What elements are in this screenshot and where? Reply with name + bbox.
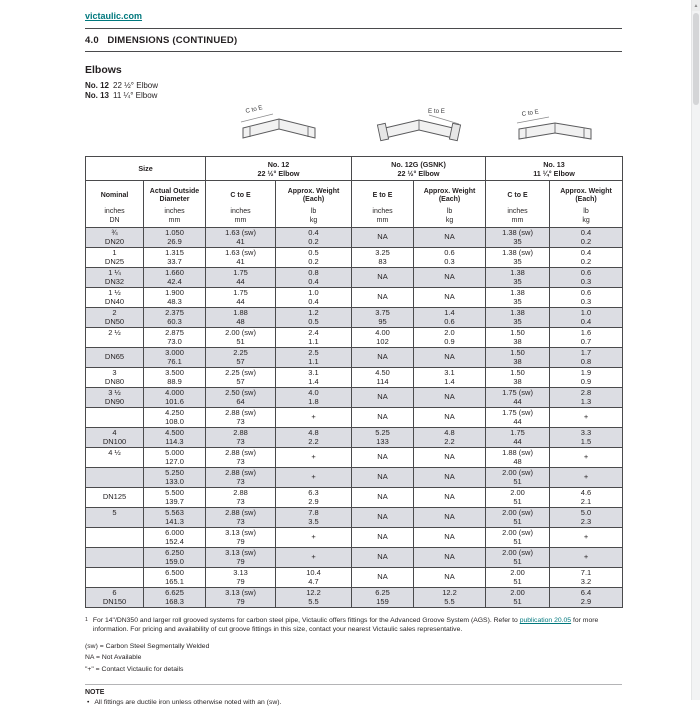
- table-cell: 1.6 0.7: [550, 328, 623, 348]
- table-cell: 6.4 2.9: [550, 588, 623, 608]
- note-title: NOTE: [85, 689, 105, 697]
- table-cell: 2.25 (sw) 57: [206, 368, 276, 388]
- table-cell: 3.1 1.4: [414, 368, 486, 388]
- table-cell: 2.4 1.1: [276, 328, 352, 348]
- no13-group-header: [486, 157, 623, 181]
- table-cell: 6.250 159.0: [144, 548, 206, 568]
- table-cell: 1.7 0.8: [550, 348, 623, 368]
- table-row: [86, 328, 623, 348]
- column-header: Actual Outside Diameter inches mm: [144, 181, 206, 228]
- legend: [85, 642, 622, 676]
- legend-sw: (sw) = Carbon Steel Segmentally Welded: [85, 642, 210, 650]
- site-link[interactable]: victaulic.com: [85, 11, 143, 21]
- table-cell: 1.75 44: [206, 288, 276, 308]
- table-row: [86, 348, 623, 368]
- column-header-row: [86, 181, 623, 228]
- table-cell: 2.00 (sw) 51: [486, 548, 550, 568]
- section-title: 4.0 DIMENSIONS (CONTINUED): [85, 35, 238, 46]
- table-cell: 2 DN50: [86, 308, 144, 328]
- table-cell: 0.4 0.2: [550, 228, 623, 248]
- table-cell: NA: [414, 348, 486, 368]
- table-cell: 5.563 141.3: [144, 508, 206, 528]
- table-cell: 7.1 3.2: [550, 568, 623, 588]
- table-cell: 3.13 (sw) 79: [206, 588, 276, 608]
- table-cell: 1.88 48: [206, 308, 276, 328]
- table-cell: 6.625 168.3: [144, 588, 206, 608]
- table-cell: 0.6 0.3: [414, 248, 486, 268]
- table-cell: 2 ½: [86, 328, 144, 348]
- table-cell: 6.3 2.9: [276, 488, 352, 508]
- table-row: [86, 388, 623, 408]
- table-cell: NA: [352, 568, 414, 588]
- table-cell: NA: [352, 288, 414, 308]
- table-cell: [86, 548, 144, 568]
- column-header: C to E inches mm: [206, 181, 276, 228]
- table-cell: 1 ¼ DN32: [86, 268, 144, 288]
- table-cell: 1.50 38: [486, 368, 550, 388]
- table-cell: ¾ DN20: [86, 228, 144, 248]
- table-cell: NA: [414, 508, 486, 528]
- scrollbar-thumb[interactable]: [693, 13, 699, 105]
- no12-group-header: [206, 157, 352, 181]
- table-cell: 2.88 (sw) 73: [206, 408, 276, 428]
- no12-elbow-diagram: [233, 104, 325, 157]
- table-cell: 10.4 4.7: [276, 568, 352, 588]
- table-cell: 5.25 133: [352, 428, 414, 448]
- dimension-label: E to E: [428, 108, 445, 115]
- table-cell: 2.00 51: [486, 488, 550, 508]
- column-header: Nominal inches DN: [86, 181, 144, 228]
- no13-elbow-diagram: [509, 104, 601, 157]
- table-cell: NA: [352, 528, 414, 548]
- table-cell: 3 DN80: [86, 368, 144, 388]
- table-row: [86, 508, 623, 528]
- table-cell: [86, 408, 144, 428]
- table-cell: 4.500 114.3: [144, 428, 206, 448]
- table-cell: DN65: [86, 348, 144, 368]
- table-cell: NA: [414, 228, 486, 248]
- table-cell: 3.13 (sw) 79: [206, 548, 276, 568]
- table-cell: 5.000 127.0: [144, 448, 206, 468]
- table-cell: [86, 528, 144, 548]
- table-cell: +: [276, 448, 352, 468]
- footnote: [85, 617, 622, 635]
- table-cell: 0.5 0.2: [276, 248, 352, 268]
- scroll-up-arrow-icon[interactable]: ▲: [692, 0, 700, 11]
- table-cell: 2.00 (sw) 51: [486, 468, 550, 488]
- table-cell: 1.660 42.4: [144, 268, 206, 288]
- table-cell: NA: [352, 268, 414, 288]
- dimension-label: C to E: [244, 104, 264, 115]
- bullet-icon: •: [87, 699, 90, 706]
- table-cell: NA: [352, 388, 414, 408]
- table-cell: 6.000 152.4: [144, 528, 206, 548]
- table-cell: 2.88 73: [206, 488, 276, 508]
- table-cell: 1.75 (sw) 44: [486, 408, 550, 428]
- no12g-group-header: [352, 157, 486, 181]
- table-row: [86, 408, 623, 428]
- divider: [85, 51, 622, 52]
- elbow-gasketed-icon: [373, 104, 469, 152]
- table-cell: 5.0 2.3: [550, 508, 623, 528]
- table-cell: 1.050 26.9: [144, 228, 206, 248]
- table-cell: 2.8 1.3: [550, 388, 623, 408]
- table-cell: 1.900 48.3: [144, 288, 206, 308]
- table-row: [86, 448, 623, 468]
- product-number: No. 13: [85, 91, 110, 100]
- table-cell: 2.875 73.0: [144, 328, 206, 348]
- table-cell: 3.000 76.1: [144, 348, 206, 368]
- product-desc: 22 ½° Elbow: [113, 81, 159, 90]
- elbow-table-body: [86, 228, 623, 608]
- table-cell: +: [550, 548, 623, 568]
- table-cell: 4.50 114: [352, 368, 414, 388]
- table-cell: 5: [86, 508, 144, 528]
- table-cell: 3 ½ DN90: [86, 388, 144, 408]
- table-row: [86, 528, 623, 548]
- table-row: [86, 268, 623, 288]
- table-cell: 1.38 (sw) 35: [486, 228, 550, 248]
- table-cell: 2.25 57: [206, 348, 276, 368]
- footnote-part1: For 14"/DN350 and larger roll grooved systems for carbon steel pipe, Victaulic offers fittings for the Advanced Groove System (AGS). Refer to: [92, 617, 520, 624]
- legend-plus: "+" = Contact Victaulic for details: [85, 665, 184, 673]
- note-item: [85, 699, 622, 706]
- table-cell: NA: [414, 288, 486, 308]
- table-cell: +: [550, 448, 623, 468]
- table-cell: 1.63 (sw) 41: [206, 248, 276, 268]
- table-cell: NA: [414, 388, 486, 408]
- table-cell: 3.500 88.9: [144, 368, 206, 388]
- table-cell: +: [276, 528, 352, 548]
- elbow-22half-icon: [233, 104, 325, 152]
- table-cell: 5.500 139.7: [144, 488, 206, 508]
- table-cell: 4.000 101.6: [144, 388, 206, 408]
- table-cell: 6.500 165.1: [144, 568, 206, 588]
- table-cell: 4 ½: [86, 448, 144, 468]
- table-cell: 2.50 (sw) 64: [206, 388, 276, 408]
- table-cell: 1.4 0.6: [414, 308, 486, 328]
- table-cell: +: [276, 468, 352, 488]
- footnote-text: [93, 617, 622, 635]
- legend-na: NA = Not Available: [85, 654, 142, 662]
- table-cell: 0.4 0.2: [550, 248, 623, 268]
- column-header: Approx. Weight (Each) lb kg: [550, 181, 623, 228]
- table-cell: 1.38 35: [486, 288, 550, 308]
- table-cell: 1.9 0.9: [550, 368, 623, 388]
- table-cell: 2.0 0.9: [414, 328, 486, 348]
- table-cell: NA: [414, 488, 486, 508]
- table-cell: 3.25 83: [352, 248, 414, 268]
- table-cell: 0.6 0.3: [550, 288, 623, 308]
- table-cell: +: [550, 408, 623, 428]
- table-cell: 7.8 3.5: [276, 508, 352, 528]
- table-cell: 3.13 79: [206, 568, 276, 588]
- page-content: [85, 6, 622, 706]
- table-cell: NA: [352, 408, 414, 428]
- table-cell: 0.8 0.4: [276, 268, 352, 288]
- size-group-header: Size: [86, 157, 206, 181]
- group-title: No. 12: [267, 159, 290, 169]
- table-cell: 2.00 51: [486, 588, 550, 608]
- divider: [85, 28, 622, 29]
- table-cell: 1.63 (sw) 41: [206, 228, 276, 248]
- subsection-title: Elbows: [85, 64, 122, 76]
- table-cell: 1 ½ DN40: [86, 288, 144, 308]
- table-cell: [86, 468, 144, 488]
- table-cell: 12.2 5.5: [414, 588, 486, 608]
- no12g-elbow-diagram: [373, 104, 469, 157]
- scrollbar[interactable]: [691, 0, 700, 700]
- table-cell: +: [276, 548, 352, 568]
- table-cell: 6 DN150: [86, 588, 144, 608]
- table-cell: 4.0 1.8: [276, 388, 352, 408]
- table-cell: NA: [352, 548, 414, 568]
- table-cell: 0.4 0.2: [276, 228, 352, 248]
- table-cell: 1.50 38: [486, 348, 550, 368]
- table-row: [86, 548, 623, 568]
- group-title: No. 12G (GSNK): [391, 159, 446, 169]
- table-cell: NA: [352, 508, 414, 528]
- product-line: [85, 91, 622, 100]
- table-row: [86, 428, 623, 448]
- table-cell: 4 DN100: [86, 428, 144, 448]
- table-row: [86, 308, 623, 328]
- table-cell: 1.315 33.7: [144, 248, 206, 268]
- table-cell: 5.250 133.0: [144, 468, 206, 488]
- table-cell: NA: [414, 548, 486, 568]
- table-cell: 2.88 (sw) 73: [206, 448, 276, 468]
- table-cell: 12.2 5.5: [276, 588, 352, 608]
- table-cell: 1.75 44: [206, 268, 276, 288]
- table-cell: 1.38 35: [486, 268, 550, 288]
- table-cell: 2.5 1.1: [276, 348, 352, 368]
- table-cell: DN125: [86, 488, 144, 508]
- product-line: [85, 81, 622, 90]
- table-cell: 4.6 2.1: [550, 488, 623, 508]
- table-cell: 2.00 (sw) 51: [206, 328, 276, 348]
- table-cell: 4.00 102: [352, 328, 414, 348]
- group-subtitle: 22 ½° Elbow: [397, 168, 440, 178]
- column-header: Approx. Weight (Each) lb kg: [414, 181, 486, 228]
- table-cell: +: [550, 468, 623, 488]
- table-cell: 4.8 2.2: [276, 428, 352, 448]
- table-cell: 1.75 44: [486, 428, 550, 448]
- note-text: All fittings are ductile iron unless otherwise noted with an (sw).: [94, 699, 282, 706]
- table-cell: 1.88 (sw) 48: [486, 448, 550, 468]
- table-cell: 4.8 2.2: [414, 428, 486, 448]
- table-cell: NA: [414, 268, 486, 288]
- table-row: [86, 288, 623, 308]
- table-cell: NA: [352, 348, 414, 368]
- table-cell: +: [550, 528, 623, 548]
- table-row: [86, 588, 623, 608]
- table-cell: 3.13 (sw) 79: [206, 528, 276, 548]
- column-header: Approx. Weight (Each) lb kg: [276, 181, 352, 228]
- group-subtitle: 11 ¼° Elbow: [533, 168, 575, 178]
- group-subtitle: 22 ½° Elbow: [257, 168, 300, 178]
- table-cell: 3.75 95: [352, 308, 414, 328]
- table-cell: 1.50 38: [486, 328, 550, 348]
- table-cell: 2.88 73: [206, 428, 276, 448]
- table-cell: 2.88 (sw) 73: [206, 468, 276, 488]
- table-cell: 3.1 1.4: [276, 368, 352, 388]
- table-row: [86, 228, 623, 248]
- table-row: [86, 488, 623, 508]
- table-cell: 1.38 35: [486, 308, 550, 328]
- table-cell: 1 DN25: [86, 248, 144, 268]
- table-cell: 1.38 (sw) 35: [486, 248, 550, 268]
- table-row: [86, 368, 623, 388]
- table-cell: NA: [414, 468, 486, 488]
- table-cell: 1.75 (sw) 44: [486, 388, 550, 408]
- footnote-part2: for more information. For pricing and availability of cut groove fittings in this size, contact your nearest Victaulic sales representative.: [92, 617, 599, 633]
- table-cell: [86, 568, 144, 588]
- dimension-label: C to E: [521, 108, 540, 118]
- table-cell: 2.00 (sw) 51: [486, 508, 550, 528]
- table-cell: NA: [414, 528, 486, 548]
- publication-link[interactable]: publication 20.05: [519, 617, 572, 624]
- group-header-row: [86, 157, 623, 181]
- table-cell: 1.0 0.4: [550, 308, 623, 328]
- table-cell: NA: [414, 408, 486, 428]
- table-cell: 2.00 (sw) 51: [486, 528, 550, 548]
- table-row: [86, 248, 623, 268]
- column-header: C to E inches mm: [486, 181, 550, 228]
- table-row: [86, 568, 623, 588]
- note-divider: [85, 684, 622, 685]
- table-cell: 2.00 51: [486, 568, 550, 588]
- table-cell: +: [276, 408, 352, 428]
- table-cell: 0.6 0.3: [550, 268, 623, 288]
- table-cell: 3.3 1.5: [550, 428, 623, 448]
- table-cell: 2.88 (sw) 73: [206, 508, 276, 528]
- elbow-diagrams: [85, 104, 622, 152]
- table-cell: NA: [352, 468, 414, 488]
- table-cell: NA: [414, 568, 486, 588]
- table-row: [86, 468, 623, 488]
- product-number: No. 12: [85, 81, 110, 90]
- table-cell: 1.0 0.4: [276, 288, 352, 308]
- table-cell: NA: [414, 448, 486, 468]
- table-cell: 6.25 159: [352, 588, 414, 608]
- elbow-11quarter-icon: [509, 104, 601, 152]
- table-cell: NA: [352, 228, 414, 248]
- table-cell: NA: [352, 488, 414, 508]
- table-cell: 4.250 108.0: [144, 408, 206, 428]
- table-cell: 1.2 0.5: [276, 308, 352, 328]
- dimensions-table: [85, 156, 623, 608]
- table-cell: 2.375 60.3: [144, 308, 206, 328]
- table-cell: NA: [352, 448, 414, 468]
- group-title: No. 13: [543, 159, 565, 169]
- footnote-marker: 1: [85, 617, 88, 623]
- column-header: E to E inches mm: [352, 181, 414, 228]
- product-desc: 11 ¼° Elbow: [113, 91, 158, 100]
